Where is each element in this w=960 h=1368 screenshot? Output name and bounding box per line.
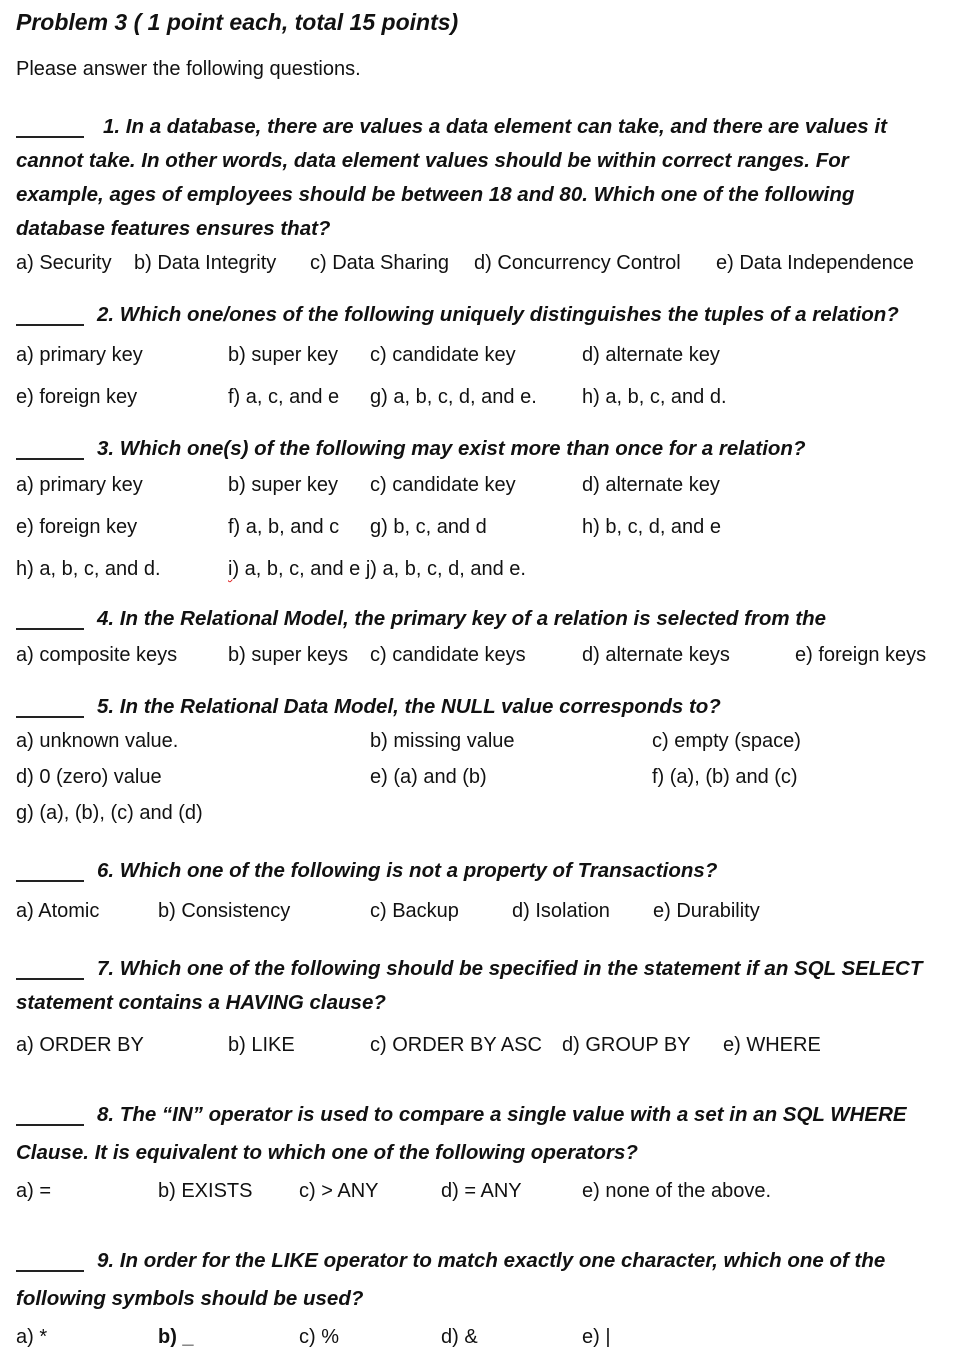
answer-blank-q1[interactable]: [16, 136, 84, 138]
q3-option-a: a) primary key: [16, 474, 143, 496]
q5-option-a: a) unknown value.: [16, 730, 179, 752]
q9-option-a: a) *: [16, 1326, 48, 1348]
q6-option-c: c) Backup: [370, 900, 459, 922]
q1-text-line1: 1. In a database, there are values a data element can take, and there are values it: [103, 115, 887, 138]
q5-option-c: c) empty (space): [652, 730, 801, 752]
q7-text-line1: 7. Which one of the following should be specified in the statement if an SQL SELECT: [97, 957, 923, 980]
q5-option-g: g) (a), (b), (c) and (d): [16, 802, 203, 824]
q4-option-b: b) super keys: [228, 644, 349, 666]
q3-option-i-letter: i: [228, 558, 233, 580]
q7-text-line2: statement contains a HAVING clause?: [16, 991, 386, 1014]
answer-blank-q6[interactable]: [16, 880, 84, 882]
q3-option-b: b) super key: [228, 474, 339, 496]
q8-option-b: b) EXISTS: [158, 1180, 253, 1202]
q3-option-i-j-text: ) a, b, c, and e j) a, b, c, d, and e.: [232, 558, 526, 580]
page-title: Problem 3 ( 1 point each, total 15 points): [16, 9, 459, 35]
q3-option-g: g) b, c, and d: [370, 516, 487, 538]
q1-option-d: d) Concurrency Control: [474, 252, 681, 274]
q7-option-d: d) GROUP BY: [562, 1034, 691, 1056]
q3-option-f: f) a, b, and c: [228, 516, 340, 538]
q1-option-a: a) Security: [16, 252, 112, 274]
q4-option-a: a) composite keys: [16, 644, 178, 666]
q1-option-e: e) Data Independence: [716, 252, 914, 274]
q2-option-g: g) a, b, c, d, and e.: [370, 386, 537, 408]
q5-option-d: d) 0 (zero) value: [16, 766, 162, 788]
q9-option-e: e) |: [582, 1326, 611, 1348]
q4-option-c: c) candidate keys: [370, 644, 526, 666]
answer-blank-q3[interactable]: [16, 458, 84, 460]
q9-text-line1: 9. In order for the LIKE operator to match exactly one character, which one of the: [97, 1249, 886, 1272]
q3-option-h: h) b, c, d, and e: [582, 516, 721, 538]
q6-option-e: e) Durability: [653, 900, 760, 922]
answer-blank-q2[interactable]: [16, 324, 84, 326]
q9-option-c: c) %: [299, 1326, 339, 1348]
answer-blank-q5[interactable]: [16, 716, 84, 718]
q6-option-d: d) Isolation: [512, 900, 610, 922]
q3-option-c: c) candidate key: [370, 474, 516, 496]
q6-text: 6. Which one of the following is not a property of Transactions?: [97, 859, 718, 882]
answer-blank-q9[interactable]: [16, 1270, 84, 1272]
q4-option-d: d) alternate keys: [582, 644, 730, 666]
q1-text-line4: database features ensures that?: [16, 217, 331, 240]
q5-option-b: b) missing value: [370, 730, 515, 752]
q9-option-b: b) _: [158, 1326, 194, 1348]
q1-text-line2: cannot take. In other words, data element values should be within correct ranges. For: [16, 149, 849, 172]
q8-text-line1: 8. The “IN” operator is used to compare a single value with a set in an SQL WHERE: [97, 1103, 907, 1126]
q3-option-e: e) foreign key: [16, 516, 138, 538]
q8-text-line2: Clause. It is equivalent to which one of the following operators?: [16, 1141, 638, 1164]
q3-option-d: d) alternate key: [582, 474, 720, 496]
q3-option-i-j: [228, 557, 526, 581]
q2-text: 2. Which one/ones of the following uniquely distinguishes the tuples of a relation?: [97, 303, 899, 326]
q2-option-f: f) a, c, and e: [228, 386, 340, 408]
q7-option-e: e) WHERE: [723, 1034, 821, 1056]
q9-text-line2: following symbols should be used?: [16, 1287, 364, 1310]
q8-option-c: c) > ANY: [299, 1180, 379, 1202]
q5-text: 5. In the Relational Data Model, the NULL value corresponds to?: [97, 695, 721, 718]
q8-option-a: a) =: [16, 1180, 52, 1202]
q2-option-e: e) foreign key: [16, 386, 138, 408]
q6-option-b: b) Consistency: [158, 900, 291, 922]
q7-option-c: c) ORDER BY ASC: [370, 1034, 542, 1056]
instructions: Please answer the following questions.: [16, 58, 361, 80]
q3-text: 3. Which one(s) of the following may exist more than once for a relation?: [97, 437, 806, 460]
q7-option-a: a) ORDER BY: [16, 1034, 144, 1056]
q1-option-b: b) Data Integrity: [134, 252, 277, 274]
q2-option-a: a) primary key: [16, 344, 143, 366]
q2-option-b: b) super key: [228, 344, 339, 366]
answer-blank-q7[interactable]: [16, 978, 84, 980]
q6-option-a: a) Atomic: [16, 900, 100, 922]
q5-option-e: e) (a) and (b): [370, 766, 487, 788]
q3-option-h2: h) a, b, c, and d.: [16, 558, 161, 580]
answer-blank-q4[interactable]: [16, 628, 84, 630]
q1-text-line3: example, ages of employees should be between 18 and 80. Which one of the following: [16, 183, 855, 206]
q2-option-d: d) alternate key: [582, 344, 720, 366]
q8-option-e: e) none of the above.: [582, 1180, 772, 1202]
answer-blank-q8[interactable]: [16, 1124, 84, 1126]
q8-option-d: d) = ANY: [441, 1180, 522, 1202]
q4-text: 4. In the Relational Model, the primary key of a relation is selected from the: [97, 607, 827, 630]
q4-option-e: e) foreign keys: [795, 644, 927, 666]
q1-option-c: c) Data Sharing: [310, 252, 449, 274]
q7-option-b: b) LIKE: [228, 1034, 295, 1056]
q2-option-c: c) candidate key: [370, 344, 516, 366]
q9-option-d: d) &: [441, 1326, 478, 1348]
q2-option-h: h) a, b, c, and d.: [582, 386, 727, 408]
q5-option-f: f) (a), (b) and (c): [652, 766, 798, 788]
